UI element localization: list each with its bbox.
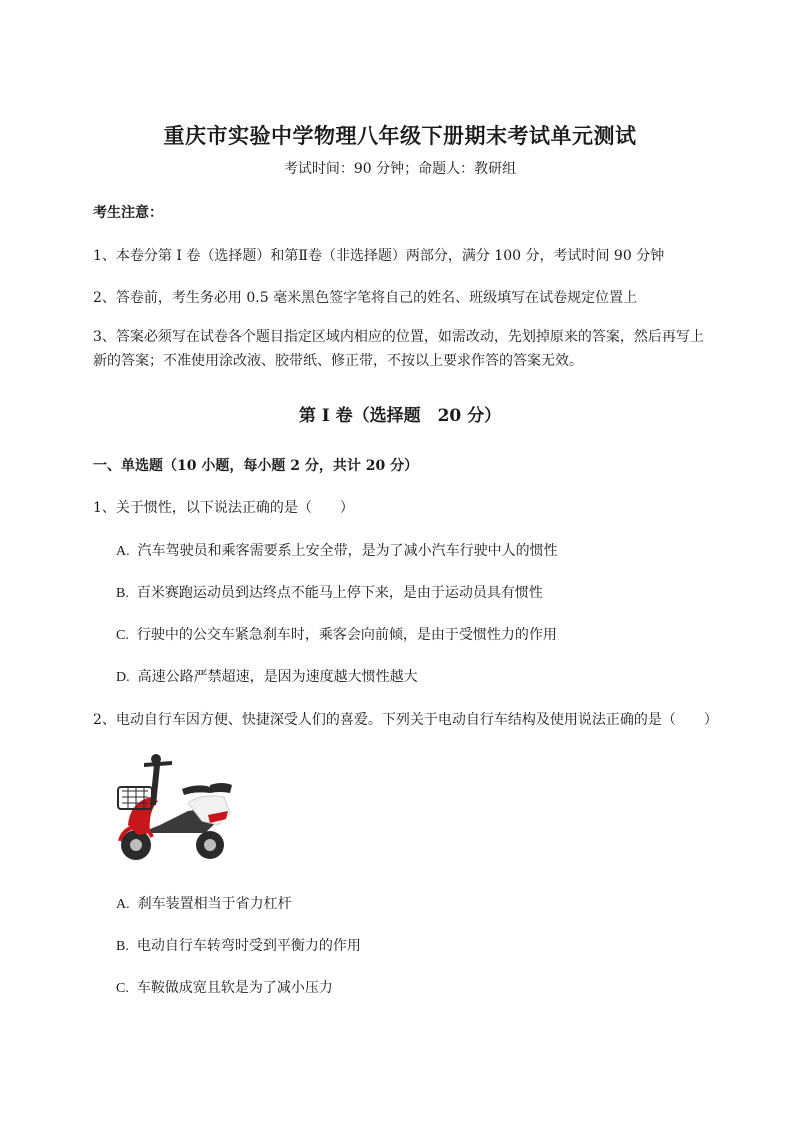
notice-heading: 考生注意： [93,205,163,221]
question-1-stem: 1、关于惯性，以下说法正确的是（ ） [93,500,354,516]
option-letter: A. [116,544,130,559]
option-letter: B. [116,939,129,954]
option-letter: A. [116,897,130,912]
option-text: 车鞍做成宽且软是为了减小压力 [136,980,333,996]
option-letter: C. [116,981,129,996]
notice-item-3: 3、答案必须写在试卷各个题目指定区域内相应的位置，如需改动，先划掉原来的答案，然后再写上新的答案；不准使用涂改液、胶带纸、修正带，不按以上要求作答的答案无效。 [93,329,704,369]
question-1-option-c [116,624,557,644]
section-title: 第 I 卷（选择题 20 分） [298,406,502,426]
option-letter: B. [116,586,129,601]
question-1-option-b [116,582,543,602]
question-2-option-b [116,935,361,955]
option-text: 电动自行车转弯时受到平衡力的作用 [136,938,361,954]
notice-item-1: 1、本卷分第 I 卷（选择题）和第Ⅱ卷（非选择题）两部分，满分 100 分，考试时间 90 分钟 [93,248,665,264]
option-letter: D. [116,670,130,685]
exam-subtitle: 考试时间：90 分钟；命题人：教研组 [283,161,517,177]
question-2-stem: 2、电动自行车因方便、快捷深受人们的喜爱。下列关于电动自行车结构及使用说法正确的是（ ） [93,712,718,728]
option-text: 高速公路严禁超速，是因为速度越大惯性越大 [137,669,418,685]
part-title: 一、单选题（10 小题，每小题 2 分，共计 20 分） [93,458,419,474]
question-1-option-a [116,540,558,560]
option-text: 汽车驾驶员和乘客需要系上安全带，是为了减小汽车行驶中人的惯性 [137,543,558,559]
electric-scooter-image [110,745,238,869]
option-text: 百米赛跑运动员到达终点不能马上停下来，是由于运动员具有惯性 [136,585,543,601]
exam-title: 重庆市实验中学物理八年级下册期末考试单元测试 [163,123,637,148]
question-2-option-c [116,977,333,997]
option-text: 刹车装置相当于省力杠杆 [137,896,292,912]
question-1-option-d [116,666,418,686]
seat [182,785,210,795]
option-text: 行驶中的公交车紧急刹车时，乘客会向前倾，是由于受惯性力的作用 [136,627,557,643]
option-letter: C. [116,628,129,643]
notice-item-2: 2、答卷前，考生务必用 0.5 毫米黑色签字笔将自己的姓名、班级填写在试卷规定位置上 [93,290,638,306]
question-2-option-a [116,893,292,913]
